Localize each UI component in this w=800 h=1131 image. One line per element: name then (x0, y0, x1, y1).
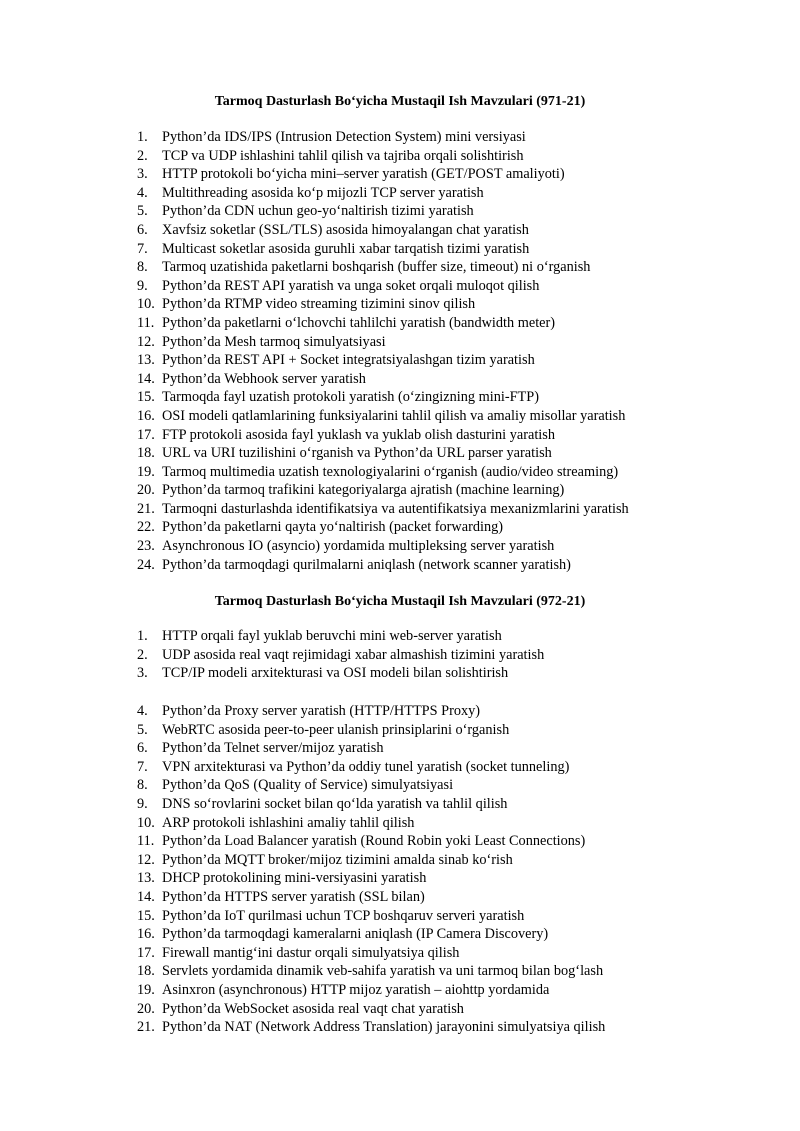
item-text: Python’da IDS/IPS (Intrusion Detection System) mini versiyasi (162, 129, 526, 145)
item-text: Python’da MQTT broker/mijoz tizimini amalda sinab ko‘rish (162, 851, 513, 868)
item-number: 14. (137, 370, 155, 387)
item-number: 15. (137, 389, 155, 406)
list-item (137, 962, 605, 981)
item-text: FTP protokoli asosida fayl yuklash va yuklab olish dasturini yaratish (162, 426, 555, 443)
list-item (137, 721, 605, 740)
list-item (137, 944, 605, 963)
item-number: 20. (137, 1000, 155, 1017)
item-number: 8. (137, 259, 148, 276)
item-text: Tarmoq multimedia uzatish texnologiyalarini o‘rganish (audio/video streaming) (162, 463, 619, 480)
item-text: Xavfsiz soketlar (SSL/TLS) asosida himoyalangan chat yaratish (162, 221, 529, 238)
item-number: 14. (137, 888, 155, 905)
item-text: Tarmoqda fayl uzatish protokoli yaratish (o‘zingizning mini-FTP) (162, 389, 539, 406)
list-item (137, 702, 605, 721)
item-number: 19. (137, 981, 155, 998)
item-text: DNS so‘rovlarini socket bilan qo‘lda yaratish va tahlil qilish (162, 795, 508, 812)
list-item (137, 981, 605, 1000)
list-item (137, 888, 605, 907)
list-item (137, 314, 629, 333)
list-item (137, 388, 629, 407)
item-text: HTTP orqali fayl yuklab beruvchi mini web-server yaratish (162, 628, 502, 644)
item-number: 2. (137, 147, 148, 164)
item-number: 3. (137, 665, 148, 682)
item-text: Asinxron (asynchronous) HTTP mijoz yaratish – aiohttp yordamida (162, 981, 550, 998)
item-text: Servlets yordamida dinamik veb-sahifa yaratish va uni tarmoq bilan bog‘lash (162, 963, 604, 980)
list-item (137, 128, 629, 147)
list-item (137, 518, 629, 537)
item-text: Firewall mantig‘ini dastur orqali simulyatsiya qilish (162, 944, 460, 961)
item-text: Python’da HTTPS server yaratish (SSL bilan) (162, 888, 425, 905)
item-text: Python’da NAT (Network Address Translation) jarayonini simulyatsiya qilish (162, 1019, 606, 1036)
item-number: 23. (137, 538, 155, 555)
item-number: 16. (137, 926, 155, 943)
item-number: 12. (137, 333, 155, 350)
item-text: Python’da IoT qurilmasi uchun TCP boshqaruv serveri yaratish (162, 907, 525, 924)
item-text: Python’da Mesh tarmoq simulyatsiyasi (162, 333, 386, 350)
item-text: Python’da paketlarni o‘lchovchi tahlilchi yaratish (bandwidth meter) (162, 314, 556, 331)
item-number: 16. (137, 407, 155, 424)
item-text: Tarmoq uzatishida paketlarni boshqarish (buffer size, timeout) ni o‘rganish (162, 259, 591, 276)
item-number: 12. (137, 851, 155, 868)
item-number: 13. (137, 352, 155, 369)
item-text: HTTP protokoli bo‘yicha mini–server yaratish (GET/POST amaliyoti) (162, 166, 565, 183)
list-item (137, 444, 629, 463)
item-text: Python’da WebSocket asosida real vaqt chat yaratish (162, 1000, 464, 1017)
list-item (137, 184, 629, 203)
list-item (137, 221, 629, 240)
item-text: Python’da Webhook server yaratish (162, 370, 366, 387)
list-item (137, 556, 629, 575)
list-item (137, 851, 605, 870)
topic-list-972-21-part-b (137, 702, 605, 1037)
item-text: Multicast soketlar asosida guruhli xabar tarqatish tizimi yaratish (162, 240, 530, 257)
item-number: 9. (137, 795, 148, 812)
list-item (137, 739, 605, 758)
item-text: TCP va UDP ishlashini tahlil qilish va tajriba orqali solishtirish (162, 147, 524, 164)
item-number: 2. (137, 646, 148, 663)
item-text: Python’da Load Balancer yaratish (Round Robin yoki Least Connections) (162, 833, 586, 850)
list-item (137, 333, 629, 352)
item-text: Python’da Telnet server/mijoz yaratish (162, 740, 384, 757)
list-item (137, 147, 629, 166)
item-number: 3. (137, 166, 148, 183)
list-item (137, 758, 605, 777)
item-number: 17. (137, 426, 155, 443)
item-text: Python’da QoS (Quality of Service) simulyatsiyasi (162, 777, 454, 794)
list-item (137, 537, 629, 556)
item-number: 6. (137, 740, 148, 757)
topic-list-971-21 (137, 128, 629, 574)
item-number: 21. (137, 1019, 155, 1036)
item-number: 7. (137, 240, 148, 257)
topic-list-972-21-part-a (137, 627, 544, 683)
list-item (137, 664, 544, 683)
list-item (137, 925, 605, 944)
item-number: 20. (137, 482, 155, 499)
item-text: DHCP protokolining mini-versiyasini yaratish (162, 870, 427, 887)
item-text: Tarmoqni dasturlashda identifikatsiya va autentifikatsiya mexanizmlarini yaratish (162, 500, 629, 517)
list-item (137, 240, 629, 259)
list-item (137, 351, 629, 370)
list-item (137, 646, 544, 665)
item-number: 15. (137, 907, 155, 924)
item-text: UDP asosida real vaqt rejimidagi xabar almashish tizimini yaratish (162, 646, 545, 663)
item-text: URL va URI tuzilishini o‘rganish va Python’da URL parser yaratish (162, 445, 552, 462)
list-item (137, 426, 629, 445)
item-number: 11. (137, 314, 155, 331)
item-text: Python’da tarmoqdagi qurilmalarni aniqlash (network scanner yaratish) (162, 556, 571, 573)
section-title-971-21: Tarmoq Dasturlash Bo‘yicha Mustaqil Ish Mavzulari (971-21) (214, 94, 586, 109)
item-number: 21. (137, 500, 155, 517)
item-number: 13. (137, 870, 155, 887)
item-text: Python’da REST API yaratish va unga soket orqali muloqot qilish (162, 277, 540, 294)
item-number: 5. (137, 721, 148, 738)
list-item (137, 202, 629, 221)
list-item (137, 776, 605, 795)
item-text: Python’da tarmoq trafikini kategoriyalarga ajratish (machine learning) (162, 482, 565, 499)
item-text: ARP protokoli ishlashini amaliy tahlil qilish (162, 814, 415, 831)
list-item (137, 165, 629, 184)
list-item (137, 500, 629, 519)
section-title-972-21: Tarmoq Dasturlash Bo‘yicha Mustaqil Ish Mavzulari (972-21) (214, 594, 586, 609)
item-number: 10. (137, 296, 155, 313)
list-item (137, 814, 605, 833)
item-text: Python’da Proxy server yaratish (HTTP/HTTPS Proxy) (162, 703, 481, 719)
item-text: VPN arxitekturasi va Python’da oddiy tunel yaratish (socket tunneling) (162, 758, 570, 775)
item-text: Python’da CDN uchun geo-yo‘naltirish tizimi yaratish (162, 203, 474, 220)
list-item (137, 795, 605, 814)
list-item (137, 370, 629, 389)
list-item (137, 295, 629, 314)
item-number: 9. (137, 277, 148, 294)
list-item (137, 832, 605, 851)
list-item (137, 481, 629, 500)
item-number: 7. (137, 758, 148, 775)
list-item (137, 258, 629, 277)
item-text: Python’da tarmoqdagi kameralarni aniqlash (IP Camera Discovery) (162, 926, 549, 943)
item-text: Asynchronous IO (asyncio) yordamida multipleksing server yaratish (162, 538, 555, 555)
list-item (137, 1000, 605, 1019)
item-text: Python’da paketlarni qayta yo‘naltirish (packet forwarding) (162, 519, 504, 536)
item-number: 19. (137, 463, 155, 480)
list-item (137, 627, 544, 646)
item-number: 4. (137, 703, 148, 719)
item-text: TCP/IP modeli arxitekturasi va OSI modeli bilan solishtirish (162, 665, 509, 682)
item-text: OSI modeli qatlamlarining funksiyalarini tahlil qilish va amaliy misollar yaratish (162, 407, 626, 424)
item-text: WebRTC asosida peer-to-peer ulanish prinsiplarini o‘rganish (162, 721, 510, 738)
item-number: 1. (137, 129, 148, 145)
item-number: 24. (137, 556, 155, 573)
item-number: 5. (137, 203, 148, 220)
item-number: 11. (137, 833, 155, 850)
item-number: 17. (137, 944, 155, 961)
list-item (137, 1018, 605, 1037)
item-text: Python’da REST API + Socket integratsiyalashgan tizim yaratish (162, 352, 535, 369)
item-text: Python’da RTMP video streaming tizimini sinov qilish (162, 296, 476, 313)
list-item (137, 407, 629, 426)
item-number: 18. (137, 445, 155, 462)
list-item (137, 869, 605, 888)
item-number: 22. (137, 519, 155, 536)
list-item (137, 907, 605, 926)
item-number: 10. (137, 814, 155, 831)
item-number: 1. (137, 628, 148, 644)
item-number: 4. (137, 184, 148, 201)
item-number: 6. (137, 221, 148, 238)
list-item (137, 463, 629, 482)
item-number: 8. (137, 777, 148, 794)
list-item (137, 277, 629, 296)
item-number: 18. (137, 963, 155, 980)
item-text: Multithreading asosida ko‘p mijozli TCP server yaratish (162, 184, 484, 201)
